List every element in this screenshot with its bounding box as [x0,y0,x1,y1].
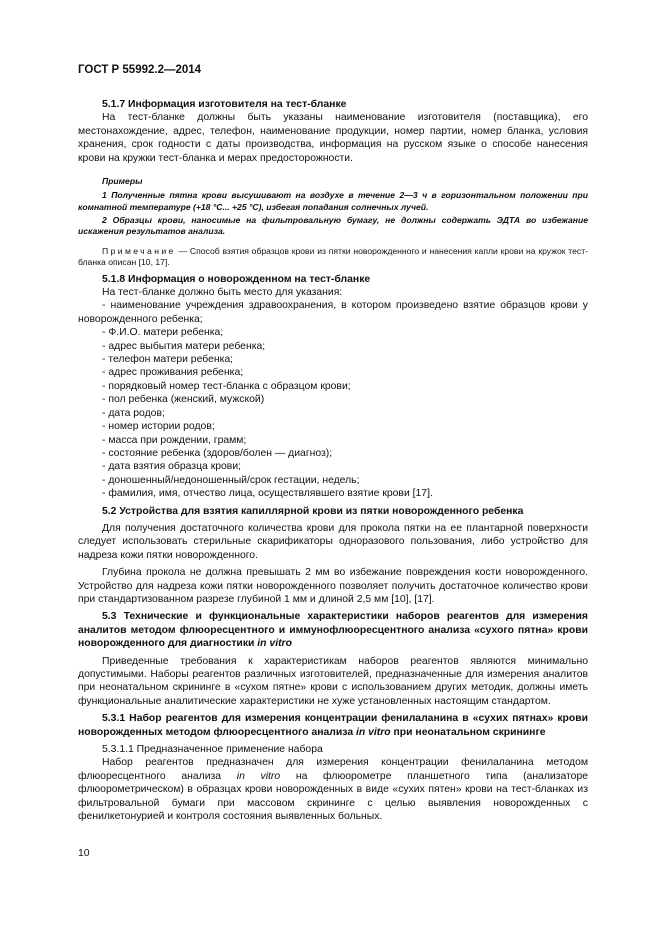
list-item: - доношенный/недоношенный/срок гестации, недель; [102,474,360,486]
list-item: - наименование учреждения здравоохранения, в котором произведено взятие образцов крови у новорожденного ребенка; [78,300,588,325]
list-item: - состояние ребенка (здоров/болен — диагноз); [102,447,333,459]
examples-title: Примеры [102,176,143,187]
section-5-3-1-1-text-em: in vitro [236,770,281,782]
note [78,246,588,269]
section-5-1-7-text: На тест-бланке должны быть указаны наименование изготовителя (поставщика), его местонахождение, адрес, телефон, наименование продукции, номер партии, номер бланка, условия хранения, срок годности с даты производства, информация на русском языке о способе нанесения крови на кружки тест-бланка и мерах предосторожности. [78,112,588,164]
section-5-2-p2: Глубина прокола не должна превышать 2 мм во избежание повреждения кости новорожденного. Устройство для надреза кожи пятки новорожденного позволяет получить достаточное количество крови при стандартизованном разрезе глубиной 1 мм и длиной 2,5 мм [10], [17]. [78,567,588,605]
document-header: ГОСТ Р 55992.2—2014 [78,64,202,76]
list-item: - телефон матери ребенка; [102,354,234,366]
example-2: 2 Образцы крови, наносимые на фильтровальную бумагу, не должны содержать ЭДТА во избежание искажения результатов анализа. [78,214,588,237]
list-item: - адрес проживания ребенка; [102,367,244,379]
info-list [78,326,588,500]
section-5-3-1-heading-em: in vitro [356,726,391,738]
list-item: - дата родов; [102,407,165,419]
section-5-3-heading-em: in vitro [257,638,292,650]
list-item: - номер истории родов; [102,421,215,433]
section-5-2-heading: 5.2 Устройства для взятия капиллярной крови из пятки новорожденного ребенка [102,505,524,517]
list-item: - Ф.И.О. матери ребенка; [102,327,224,339]
section-5-3-1-heading [78,712,588,739]
section-5-2-p1: Для получения достаточного количества крови для прокола пятки на ее плантарной поверхности следует использовать стерильные скарификаторы одноразового пользования, либо устройство для надреза кожи пятки новорожденного. [78,522,588,561]
list-item: - дата взятия образца крови; [102,461,242,473]
section-5-3-1-heading-a: 5.3.1 Набор реагентов для измерения концентрации фенилаланина в «сухих пятнах» крови новорожденных методом флюоресцентного анализа [78,713,588,738]
document-page [78,64,588,823]
list-item: - масса при рождении, грамм; [102,434,247,446]
section-5-1-8-heading: 5.1.8 Информация о новорожденном на тест-бланке [102,273,371,285]
section-5-3-1-1-text-b: на флюорометре планшетного типа (анализаторе флюорометрическом) в образцах крови новорожденных в виде «сухих пятен» крови на тест-бланках из фильтровальной бумаги при массовом скрининге с целью выявления новорожденных с фенилкетонурией и контроля состояния выявленных больных. [78,770,588,823]
list-item: - порядковый номер тест-бланка с образцом крови; [102,380,351,392]
section-5-3-heading-text: 5.3 Технические и функциональные характеристики наборов реагентов для измерения аналитов методом флюоресцентного и иммунофлюоресцентного анализа «сухого пятна» крови новорожденного для диагностики [78,611,588,650]
list-item: - адрес выбытия матери ребенка; [102,340,266,352]
section-5-3-1-heading-b: при неонатальном скрининге [390,726,546,738]
section-5-3-p1: Приведенные требования к характеристикам наборов реагентов являются минимально допустимыми. Наборы реагентов различных изготовителей, предназначенные для измерения аналитов при неонатальном скрининге в «сухом пятне» крови с использованием других методик, должны иметь функциональные аналитические характеристики не хуже установленных настоящим стандартом. [78,655,588,707]
list-item: - фамилия, имя, отчество лица, осуществлявшего взятие крови [17]. [102,488,433,500]
example-1: 1 Полученные пятна крови высушивают на воздухе в течение 2—3 ч в горизонтальном положении при комнатной температуре (+18 °С... +25 °С), избегая попадания солнечных лучей. [78,190,588,213]
section-5-3-1-1-heading: 5.3.1.1 Предназначенное применение набора [102,744,323,756]
note-text: — Способ взятия образцов крови из пятки новорожденного и нанесения капли крови на кружок тест-бланка описан [10, 17]. [78,245,588,268]
list-item: - пол ребенка (женский, мужской) [102,394,265,406]
section-5-3-heading [78,610,588,650]
section-5-1-7-heading: 5.1.7 Информация изготовителя на тест-бланке [102,99,347,110]
section-5-3-1-1-text [78,756,588,823]
section-5-1-8-intro: На тест-бланке должно быть место для указания: [102,287,343,299]
section-5-3-1-1-text-a: Набор реагентов предназначен для измерения концентрации фенилаланина методом флюоресцентного анализа [78,757,588,782]
page-number: 10 [78,848,90,859]
note-label: Примечание [102,245,176,256]
